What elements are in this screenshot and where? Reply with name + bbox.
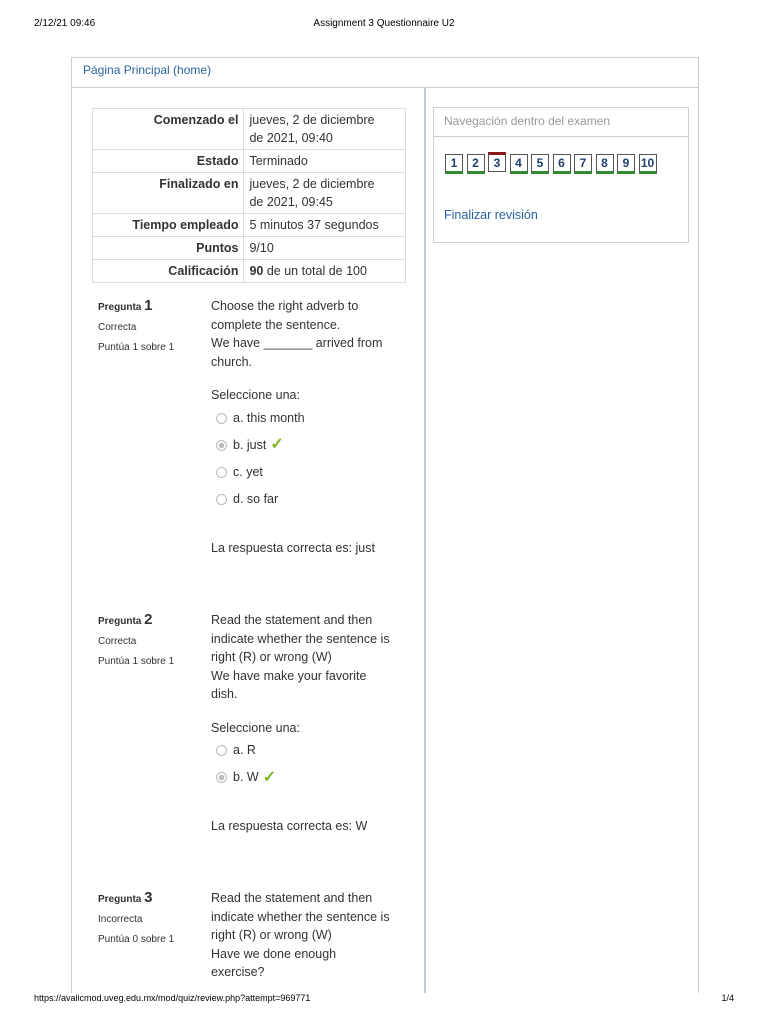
question-content xyxy=(211,889,406,982)
summary-row-started xyxy=(93,109,406,150)
print-page-number: 1/4 xyxy=(721,993,734,1003)
answer-option[interactable]: d. so far xyxy=(216,486,406,513)
question-info xyxy=(98,611,203,667)
answer-option[interactable]: c. yet xyxy=(216,459,406,486)
question-title: Pregunta 1 xyxy=(98,297,153,314)
question-grade: Puntúa 0 sobre 1 xyxy=(98,934,175,945)
radio-button[interactable] xyxy=(216,745,227,756)
question-text: indicate whether the sentence is xyxy=(211,909,390,924)
question-text: complete the sentence. xyxy=(211,317,341,332)
summary-value: Terminado xyxy=(244,150,406,173)
summary-label: Puntos xyxy=(93,237,244,260)
finish-review-link[interactable]: Finalizar revisión xyxy=(444,208,538,222)
check-icon: ✓ xyxy=(270,436,284,453)
summary-row-state xyxy=(93,150,406,173)
right-answer: La respuesta correcta es: just xyxy=(211,540,375,555)
print-url: https://avalicmod.uveg.edu.mx/mod/quiz/review.php?attempt=969771 xyxy=(34,993,311,1003)
summary-row-finished xyxy=(93,173,406,214)
question-nav-button-4[interactable]: 4 xyxy=(510,154,528,174)
question-nav-button-2[interactable]: 2 xyxy=(467,154,485,174)
question-state: Incorrecta xyxy=(98,914,143,925)
question-title: Pregunta 2 xyxy=(98,611,153,628)
check-icon: ✓ xyxy=(262,768,277,786)
header-divider xyxy=(72,87,698,88)
question-nav-button-9[interactable]: 9 xyxy=(617,154,635,174)
print-date: 2/12/21 09:46 xyxy=(34,18,96,29)
question-nav-button-7[interactable]: 7 xyxy=(574,154,592,174)
question-text: right (R) or wrong (W) xyxy=(211,650,332,664)
question-grade: Puntúa 1 sobre 1 xyxy=(98,656,175,667)
radio-button[interactable] xyxy=(216,494,227,505)
page-frame xyxy=(71,57,699,993)
summary-label: Calificación xyxy=(93,260,244,283)
attempt-summary-table xyxy=(92,108,406,283)
question-text: We have _______ arrived from xyxy=(211,336,383,350)
question-text: dish. xyxy=(211,687,238,701)
radio-button[interactable] xyxy=(216,413,227,424)
radio-button[interactable] xyxy=(216,772,227,783)
question-text: right (R) or wrong (W) xyxy=(211,928,332,942)
radio-button[interactable] xyxy=(216,467,227,478)
question-text: Choose the right adverb to xyxy=(211,299,359,313)
summary-row-time xyxy=(93,214,406,237)
question-content xyxy=(211,611,406,836)
summary-label: Comenzado el xyxy=(93,109,244,150)
radio-button[interactable] xyxy=(216,440,227,451)
summary-value: 90 de un total de 100 xyxy=(244,260,406,283)
question-nav-button-3[interactable]: 3 xyxy=(488,152,506,172)
question-text: church. xyxy=(211,354,252,369)
question-nav-button-5[interactable]: 5 xyxy=(531,154,549,174)
answer-option[interactable]: b. W ✓ xyxy=(216,764,406,791)
quiz-navigation-buttons xyxy=(445,152,685,182)
home-link[interactable]: Página Principal (home) xyxy=(83,63,212,77)
summary-row-points xyxy=(93,237,406,260)
quiz-navigation-block xyxy=(433,107,689,243)
answer-option[interactable]: a. this month xyxy=(216,405,406,432)
question-info xyxy=(98,889,203,945)
summary-label: Estado xyxy=(93,150,244,173)
question-text: indicate whether the sentence is xyxy=(211,631,390,646)
summary-label: Finalizado en xyxy=(93,173,244,214)
question-text: exercise? xyxy=(211,965,265,979)
question-nav-button-10[interactable]: 10 xyxy=(639,154,657,174)
quiz-navigation-title: Navegación dentro del examen xyxy=(434,108,688,137)
right-answer: La respuesta correcta es: W xyxy=(211,819,368,833)
summary-value: 9/10 xyxy=(244,237,406,260)
question-text: Read the statement and then xyxy=(211,891,373,905)
question-nav-button-6[interactable]: 6 xyxy=(553,154,571,174)
question-text: Read the statement and then xyxy=(211,613,373,627)
question-content xyxy=(211,297,406,557)
select-label: Seleccione una: xyxy=(211,720,300,735)
question-nav-button-8[interactable]: 8 xyxy=(596,154,614,174)
question-state: Correcta xyxy=(98,636,137,647)
question-title: Pregunta 3 xyxy=(98,889,153,906)
question-grade: Puntúa 1 sobre 1 xyxy=(98,342,175,353)
select-label: Seleccione una: xyxy=(211,388,300,402)
answer-option[interactable]: a. R xyxy=(216,737,406,764)
question-text: Have we done enough xyxy=(211,946,337,961)
question-nav-button-1[interactable]: 1 xyxy=(445,154,463,174)
question-info xyxy=(98,297,203,353)
column-divider xyxy=(424,87,426,993)
print-doc-title: Assignment 3 Questionnaire U2 xyxy=(313,18,455,29)
summary-label: Tiempo empleado xyxy=(93,214,244,237)
summary-value: 5 minutos 37 segundos xyxy=(244,214,406,237)
question-state: Correcta xyxy=(98,322,137,333)
question-text: We have make your favorite xyxy=(211,668,367,683)
answer-option[interactable]: b. just ✓ xyxy=(216,432,406,459)
summary-value: jueves, 2 de diciembre de 2021, 09:45 xyxy=(244,173,406,214)
summary-row-grade xyxy=(93,260,406,283)
summary-value: jueves, 2 de diciembre de 2021, 09:40 xyxy=(244,109,406,150)
